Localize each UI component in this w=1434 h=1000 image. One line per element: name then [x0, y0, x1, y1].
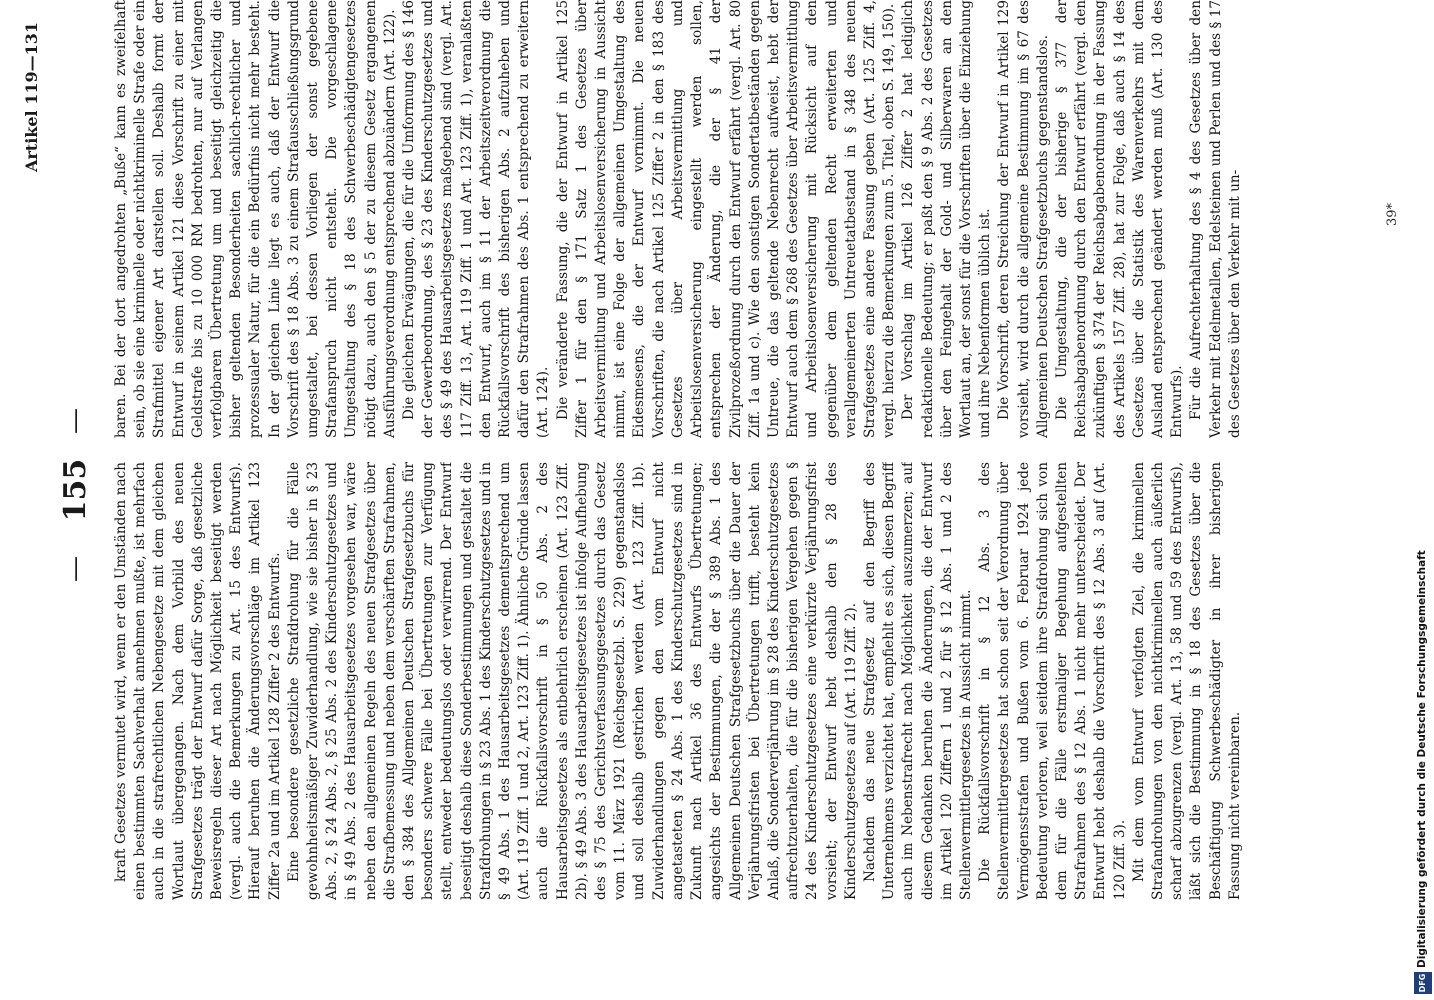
- page-header: [0, 0, 110, 1000]
- dfg-logo: DFG: [1414, 972, 1432, 994]
- paragraph: Die Rückfallsvorschrift in § 12 Abs. 3 des Stellenvermittlergesetzes hat schon seit der Verordnung über Vermögensstrafen und Bußen vom 6. Februar 1924 jede Bedeutung verloren, weil seitdem ihre Strafdrohung sich von dem für die Fälle erstmaliger Begehung aufgestellten Strafrahmen des § 12 Abs. 1 nicht mehr unterscheidet. Der Entwurf hebt deshalb die Vorschrift des § 12 Abs. 3 auf (Art. 120 Ziff. 3).: [977, 462, 1128, 900]
- paragraph: Mit dem vom Entwurf verfolgten Ziel, die kriminellen Strafandrohungen von den nichtkriminellen auch äußerlich scharf abzugrenzen (vergl. Art. 13, 58 und 59 des Entwurfs), läßt sich die Bestimmung in § 18 des Gesetzes über die Beschäftigung Schwerbeschädigter in ihrer bisherigen Fassung nicht vereinbaren.: [1130, 462, 1243, 900]
- paragraph: baren. Bei der dort angedrohten „Buße“ kann es zweifelhaft sein, ob sie eine kriminelle oder nichtkriminelle Strafe oder ein Strafmittel eigener Art darstellen soll. Deshalb formt der Entwurf in seinem Artikel 121 diese Vorschrift zu einer mit Geldstrafe bis zu 10 000 RM bedrohten, nur auf Verlangen verfolgbaren Übertretung um und beseitigt gleichzeitig die bisher geltenden Besonderheiten sachlich-rechtlicher und prozessualer Natur, für die ein Bedürfnis nicht mehr besteht. In der gleichen Linie liegt es auch, daß der Entwurf die Vorschrift des § 18 Abs. 3 zu einem Strafausschließungsgrund umgestaltet, bei dessen Vorliegen der sonst gegebene Strafanspruch nicht entsteht. Die vorgeschlagene Umgestaltung des § 18 des Schwerbeschädigtengesetzes nötigt dazu, auch den § 5 der zu diesem Gesetz ergangenen Ausführungsverordnung entsprechend abzuändern (Art. 122).: [113, 0, 398, 438]
- paragraph: Nachdem das neue Strafgesetz auf den Begriff des Unternehmens verzichtet hat, empfiehlt es sich, diesen Begriff auch im Nebenstrafrecht nach Möglichkeit auszumerzen; auf diesem Gedanken beruhen die Änderungen, die der Entwurf im Artikel 120 Ziffern 1 und 2 für § 12 Abs. 1 und 2 des Stellenvermittlergesetzes in Aussicht nimmt.: [861, 462, 974, 900]
- paragraph: Die gleichen Erwägungen, die für die Umformung des § 146 der Gewerbeordnung, des § 23 des Kinderschutzgesetzes und des § 49 des Hausarbeitsgesetzes maßgebend sind (vergl. Art. 117 Ziff. 13, Art. 119 Ziff. 1 und Art. 123 Ziff. 1), veranlaßten den Entwurf, auch im § 11 der Arbeitszeitverordnung die Rückfallsvorschrift des bisherigen Abs. 2 aufzuheben und dafür den Strafrahmen des Abs. 1 entsprechend zu erweitern (Art. 124).: [401, 0, 552, 438]
- page-number: 155: [58, 458, 93, 522]
- right-column: [112, 0, 1334, 438]
- header-dash-left: —: [60, 556, 90, 582]
- paragraph: Für die Aufrechterhaltung des § 4 des Gesetzes über den Verkehr mit Edelmetallen, Edelsteinen und Perlen und des § 17 des Gesetzes über den Verkehr mit un-: [1188, 0, 1243, 438]
- sheet-number: 39*: [1385, 202, 1400, 226]
- paragraph: Der Vorschlag im Artikel 126 Ziffer 2 hat lediglich redaktionelle Bedeutung; er paßt den § 9 Abs. 2 des Gesetzes über den Feingehalt der Gold- und Silberwaren an den Wortlaut an, der sonst für die Vorschriften über die Einziehung und ihre Nebenformen üblich ist.: [900, 0, 994, 438]
- digitization-credit: Digitalisierung gefördert durch die Deutsche Forschungsgemeinschaft: [1416, 550, 1428, 968]
- header-dash-right: —: [60, 408, 90, 434]
- paragraph: Eine besondere gesetzliche Strafdrohung für die Fälle gewohnheitsmäßiger Zuwiderhandlung, wie sie bisher in § 23 Abs. 2, § 24 Abs. 2, § 25 Abs. 2 des Kinderschutzgesetzes und in § 49 Abs. 2 des Hausarbeitsgesetzes vorgesehen war, wäre neben den allgemeinen Regeln des neuen Strafgesetzes über die Strafbemessung und neben dem verschärften Strafrahmen, den § 384 des Allgemeinen Deutschen Strafgesetzbuchs für besonders schwere Fälle bei Übertretungen zur Verfügung stellt, entweder bedeutungslos oder verwirrend. Der Entwurf beseitigt deshalb diese Sonderbestimmungen und gestaltet die Strafdrohungen in § 23 Abs. 1 des Kinderschutzgesetzes und in § 49 Abs. 1 des Hausarbeitsgesetzes dementsprechend um (Art. 119 Ziff. 1 und 2, Art. 123 Ziff. 1). Ähnliche Gründe lassen auch die Rückfallsvorschrift in § 50 Abs. 2 des Hausarbeitsgesetzes als entbehrlich erscheinen (Art. 123 Ziff. 2b). § 49 Abs. 3 des Hausarbeitsgesetzes ist infolge Aufhebung des § 75 des Gerichtsverfassungsgesetzes durch das Gesetz vom 11. März 1921 (Reichsgesetzbl. S. 229) gegenstandslos und soll deshalb gestrichen werden (Art. 123 Ziff. 1b). Zuwiderhandlungen gegen den vom Entwurf nicht angetasteten § 24 Abs. 1 des Kinderschutzgesetzes sind in Zukunft nach Artikel 36 des Entwurfs Übertretungen; angesichts der Bestimmungen, die der § 389 Abs. 1 des Allgemeinen Deutschen Strafgesetzbuchs über die Dauer der Verjährungsfristen bei Übertretungen trifft, besteht kein Anlaß, die Sonderverjährung im § 28 des Kinderschutzgesetzes aufrechtzuerhalten, die für die bisherigen Vergehen gegen § 24 des Kinderschutzgesetzes eine verkürzte Verjährungsfrist vorsieht; der Entwurf hebt deshalb den § 28 des Kinderschutzgesetzes auf (Art. 119 Ziff. 2).: [285, 462, 859, 900]
- paragraph: Die Vorschrift, deren Streichung der Entwurf in Artikel 129 vorsieht, wird durch die allgemeine Bestimmung im § 67 des Allgemeinen Deutschen Strafgesetzbuchs gegenstandslos.: [996, 0, 1051, 438]
- paragraph: Die veränderte Fassung, die der Entwurf in Artikel 125 Ziffer 1 für den § 171 Satz 1 des Gesetzes über Arbeitsvermittlung und Arbeitslosenversicherung in Aussicht nimmt, ist eine Folge der allgemeinen Umgestaltung des Eidesmesens, die der Entwurf vornimmt. Die neuen Vorschriften, die nach Artikel 125 Ziffer 2 in den § 183 des Gesetzes über Arbeitsvermittlung und Arbeitslosenversicherung eingestellt werden sollen, entsprechen der Änderung, die der § 41 der Zivilprozeßordnung durch den Entwurf erfährt (vergl. Art. 80 Ziff. 1a und c). Wie den sonstigen Sondertatbeständen gegen Untreue, die das geltende Nebenrecht aufweist, hebt der Entwurf auch dem § 268 des Gesetzes über Arbeitsvermittlung und Arbeitslosenversicherung mit Rücksicht auf den gegenüber dem geltenden Recht erweiterten und verallgemeinerten Untreuetatbestand in § 348 des neuen Strafgesetzes eine andere Fassung geben (Art. 125 Ziff. 4, vergl. hierzu die Bemerkungen zum 5. Titel, oben S. 149, 150).: [554, 0, 898, 438]
- paragraph: kraft Gesetzes vermutet wird, wenn er den Umständen nach einen bestimmten Sachverhalt annehmen mußte, ist mehrfach auch in die strafrechtlichen Nebengesetze mit dem gleichen Wortlaut übergegangen. Nach dem Vorbild des neuen Strafgesetzes trägt der Entwurf dafür Sorge, daß gesetzliche Beweisregeln dieser Art nach Möglichkeit beseitigt werden (vergl. auch die Bemerkungen zu Art. 15 des Entwurfs). Hierauf beruhen die Änderungsvorschläge im Artikel 123 Ziffer 2a und im Artikel 128 Ziffer 2 des Entwurfs.: [113, 462, 283, 900]
- article-range: Artikel 119—131: [22, 22, 41, 173]
- paragraph: Die Umgestaltung, die der bisherige § 377 der Reichsabgabenordnung durch den Entwurf erfährt (vergl. den zukünftigen § 374 der Reichsabgabenordnung in der Fassung des Artikels 157 Ziff. 28), hat zur Folge, daß auch § 14 des Gesetzes über die Statistik des Warenverkehrs mit dem Ausland entsprechend geändert werden muß (Art. 130 des Entwurfs).: [1053, 0, 1186, 438]
- left-column: [112, 462, 1334, 900]
